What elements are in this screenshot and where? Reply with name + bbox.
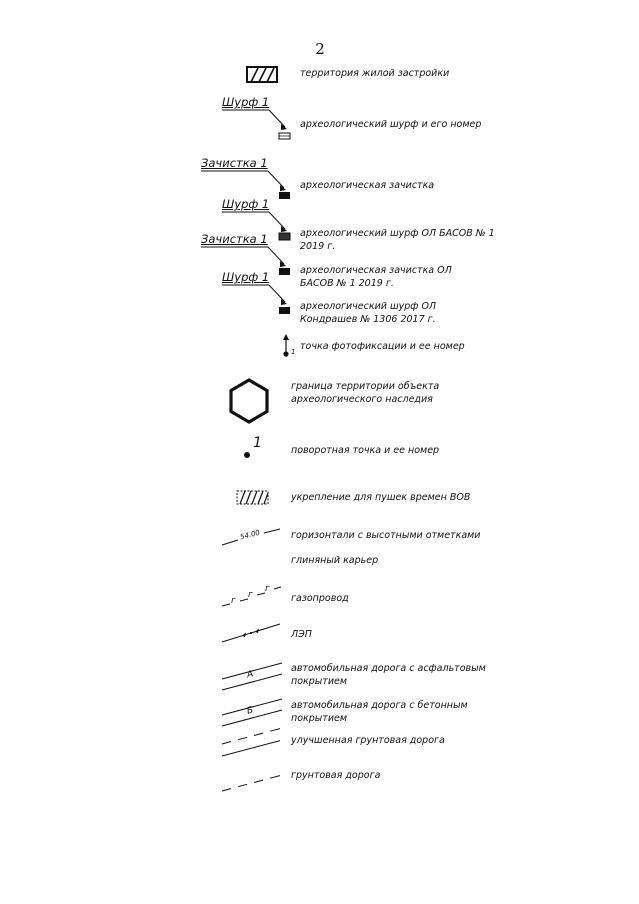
pit-callout-symbol [218,109,298,141]
page-number: 2 [315,40,325,58]
legend-contours: горизонтали с высотными отметками [291,530,481,541]
power-line-symbol [222,622,282,644]
gun-fortification-symbol [236,490,270,506]
legend-pit: археологический шурф и его номер [300,119,482,130]
legend-road-improved-dirt: улучшенная грунтовая дорога [291,735,445,746]
legend-pit-kondrashev: археологический шурф ОЛ Кондрашев № 1306 2017 г. [300,301,437,325]
legend-clearing-basov: археологическая зачистка ОЛ БАСОВ № 1 2019 г. [300,265,452,289]
gas-pipeline-mark-2: г [248,590,253,600]
callout-shurf-kondrashev: Шурф 1 [222,270,270,284]
legend-road-concrete: автомобильная дорога с бетонным покрытием [291,700,468,724]
road-dirt-symbol [222,765,284,793]
photo-point-number: 1 [291,348,296,356]
legend-residential: территория жилой застройки [300,68,450,79]
clearing-callout-symbol [199,170,299,200]
legend-gas-pipeline: газопровод [291,593,349,604]
road-asphalt-letter: А [245,669,255,681]
callout-shurf: Шурф 1 [222,95,270,109]
legend-clearing: археологическая зачистка [300,180,435,191]
legend-pit-basov: археологический шурф ОЛ БАСОВ № 1 2019 г. [300,228,495,252]
road-improved-dirt-symbol [222,728,284,758]
callout-zachistka: Зачистка 1 [201,156,268,170]
contour-elevation-label: 54.00 [239,528,261,542]
legend-gun-fortification: укрепление для пушек времен ВОВ [291,492,471,503]
gas-pipeline-mark-3: г [265,584,270,594]
turning-point-dot [242,450,252,460]
callout-zachistka-basov: Зачистка 1 [201,232,268,246]
legend-power-line: ЛЭП [291,629,312,640]
turning-point-number: 1 [253,435,262,451]
road-concrete-letter: Б [245,705,255,717]
legend-clay-quarry: глиняный карьер [291,555,379,566]
legend-road-asphalt: автомобильная дорога с асфальтовым покрытием [291,663,486,687]
residential-area-symbol [246,66,278,84]
heritage-boundary-hexagon [227,377,271,425]
gas-pipeline-mark-1: г [231,596,236,606]
legend-road-dirt: грунтовая дорога [291,770,381,781]
legend-turning-point: поворотная точка и ее номер [291,445,440,456]
pit-kondrashev-callout-symbol [218,284,298,316]
legend-photo-point: точка фотофиксации и ее номер [300,341,465,352]
legend-heritage-boundary: граница территории объекта археологического наследия [291,381,440,405]
callout-shurf-basov: Шурф 1 [222,197,270,211]
